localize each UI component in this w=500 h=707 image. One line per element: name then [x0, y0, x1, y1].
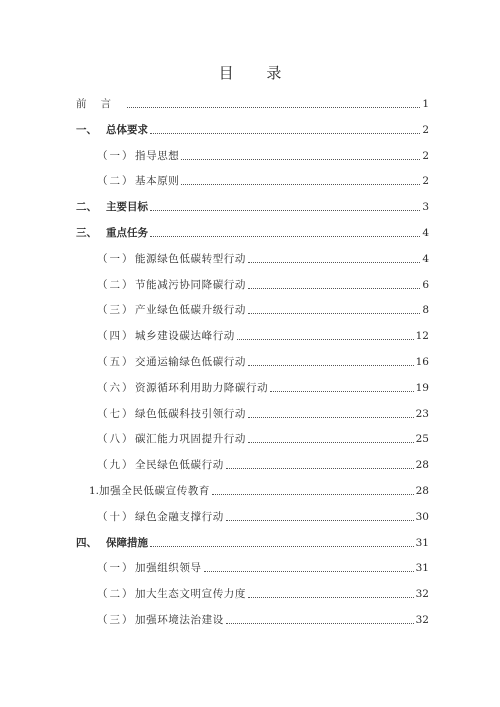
- toc-entry-text: 交通运输绿色低碳行动: [135, 356, 246, 368]
- toc-entry-number: 二、: [76, 201, 97, 214]
- toc-entry[interactable]: [89, 479, 429, 497]
- toc-entry[interactable]: [76, 221, 429, 239]
- toc-page-number: 31: [415, 536, 429, 549]
- toc-entry[interactable]: [97, 144, 429, 162]
- toc-entry-label: [97, 459, 224, 471]
- toc-page-number: 28: [415, 485, 429, 497]
- dot-leader: [204, 570, 414, 572]
- toc-entry-label: [97, 356, 246, 368]
- dot-leader: [248, 261, 420, 263]
- toc-entry-label: [97, 175, 179, 187]
- toc-entry-number: （一）: [97, 149, 135, 162]
- toc-entry[interactable]: [97, 324, 429, 342]
- toc-page-number: 28: [415, 459, 429, 472]
- toc-page-number: 32: [415, 614, 429, 626]
- toc-entry[interactable]: [97, 350, 429, 368]
- toc-entry-text: 前言: [76, 98, 125, 110]
- toc-entry[interactable]: [76, 92, 429, 110]
- toc-entry[interactable]: [76, 531, 429, 549]
- toc-entry-label: [97, 433, 246, 445]
- toc-entry-number: （十）: [97, 510, 135, 523]
- toc-entry-text: 能源绿色低碳转型行动: [135, 252, 246, 265]
- toc-entry-text: 总体要求: [106, 123, 148, 136]
- toc-entry-label: [97, 614, 224, 626]
- toc-entry-label: [97, 562, 202, 574]
- toc-page-number: 2: [422, 149, 429, 162]
- toc-entry-text: 加大生态文明宣传力度: [135, 588, 246, 601]
- toc-page-number: 25: [415, 433, 429, 446]
- toc-entry-text: 加强组织领导: [135, 562, 202, 575]
- toc-entry[interactable]: [97, 453, 429, 471]
- toc-page-number: 2: [422, 123, 429, 136]
- dot-leader: [248, 364, 414, 366]
- toc-entry-label: [97, 330, 235, 342]
- toc-page-number: 3: [422, 201, 429, 214]
- toc-entry-number: （六）: [97, 381, 135, 394]
- toc-entry-number: （二）: [97, 588, 135, 601]
- toc-page-number: 8: [422, 304, 429, 317]
- toc-entry-text: 重点任务: [106, 227, 148, 239]
- dot-leader: [127, 106, 420, 108]
- toc-entry-label: [89, 485, 210, 497]
- toc-entry-number: （一）: [97, 562, 135, 575]
- dot-leader: [248, 287, 420, 289]
- toc-entry-number: 四、: [76, 536, 97, 549]
- toc-page-number: 6: [422, 278, 429, 291]
- dot-leader: [237, 338, 414, 340]
- toc-page-number: 32: [415, 588, 429, 601]
- toc-entry-number: （二）: [97, 175, 135, 188]
- dot-leader: [212, 493, 414, 495]
- dot-leader: [226, 519, 414, 521]
- toc-entry-number: （五）: [97, 356, 135, 368]
- toc-entry-label: [97, 588, 246, 600]
- toc-entry-label: [97, 304, 246, 316]
- toc-entry-number: （七）: [97, 407, 135, 420]
- toc-entry-number: （八）: [97, 433, 135, 446]
- toc-entry-label: [76, 98, 125, 110]
- dot-leader: [248, 441, 414, 443]
- toc-entry-number: （四）: [97, 330, 135, 343]
- toc-entry-label: [97, 150, 179, 162]
- toc-entry-label: [76, 227, 148, 239]
- toc-page-number: 23: [415, 407, 429, 420]
- toc-entry-label: [97, 382, 268, 394]
- toc-entry[interactable]: [97, 402, 429, 420]
- toc-page-number: 16: [415, 356, 429, 368]
- toc-entry-label: [97, 511, 224, 523]
- toc-page-number: 4: [422, 252, 429, 265]
- toc-entry[interactable]: [97, 582, 429, 600]
- toc-entry[interactable]: [97, 376, 429, 394]
- toc-entry[interactable]: [97, 273, 429, 291]
- toc-entry-label: [97, 253, 246, 265]
- dot-leader: [248, 312, 420, 314]
- toc-entry[interactable]: [97, 556, 429, 574]
- toc-page-number: 2: [422, 175, 429, 188]
- toc-entry-text: 加强全民低碳宣传教育: [99, 485, 211, 497]
- toc-entry[interactable]: [97, 608, 429, 626]
- page-title: 目 录: [218, 64, 296, 82]
- toc-entry-number: （二）: [97, 278, 135, 291]
- toc-entry-text: 指导思想: [135, 149, 180, 162]
- toc-entry-text: 主要目标: [106, 201, 148, 214]
- dot-leader: [150, 132, 420, 134]
- toc-entry-text: 产业绿色低碳升级行动: [135, 304, 246, 317]
- dot-leader: [181, 158, 420, 160]
- toc-entry-number: （三）: [97, 304, 135, 317]
- toc-entry-text: 碳汇能力巩固提升行动: [135, 433, 246, 446]
- toc-entry[interactable]: [97, 427, 429, 445]
- toc-entry[interactable]: [76, 195, 429, 213]
- dot-leader: [150, 235, 420, 237]
- dot-leader: [270, 390, 413, 392]
- toc-entry[interactable]: [76, 118, 429, 136]
- toc-entry-number: 一、: [76, 123, 97, 136]
- dot-leader: [226, 467, 414, 469]
- dot-leader: [248, 596, 414, 598]
- dot-leader: [150, 545, 414, 547]
- toc-entry-text: 资源循环利用助力降碳行动: [135, 381, 269, 394]
- toc-entry-text: 基本原则: [135, 175, 180, 188]
- toc-entry[interactable]: [97, 247, 429, 265]
- toc-page-number: 30: [415, 510, 429, 523]
- toc-entry-text: 绿色金融支撑行动: [135, 510, 224, 523]
- toc-entry-text: 全民绿色低碳行动: [135, 459, 224, 472]
- toc-entry[interactable]: [97, 169, 429, 187]
- toc-entry-label: [76, 537, 148, 549]
- toc-page-number: 31: [415, 562, 429, 575]
- toc-entry[interactable]: [97, 298, 429, 316]
- toc-entry-label: [76, 124, 148, 136]
- toc-entry-number: （一）: [97, 252, 135, 265]
- dot-leader: [181, 183, 420, 185]
- toc-entry-number: （九）: [97, 459, 135, 472]
- dot-leader: [150, 209, 420, 211]
- toc-entry-text: 绿色低碳科技引领行动: [135, 407, 246, 420]
- dot-leader: [226, 622, 414, 624]
- toc-entry-label: [76, 201, 148, 213]
- toc-entry-text: 节能减污协同降碳行动: [135, 278, 246, 291]
- toc-page-number: 12: [415, 330, 429, 343]
- toc-page-number: 19: [415, 381, 429, 394]
- toc-entry-label: [97, 408, 246, 420]
- toc-entry-number: （三）: [97, 614, 135, 626]
- toc-entry-text: 城乡建设碳达峰行动: [135, 330, 235, 343]
- toc-page-number: 4: [422, 227, 429, 239]
- toc-entry-number: 三、: [76, 227, 97, 239]
- toc-entry-text: 加强环境法治建设: [135, 614, 224, 626]
- toc-entry[interactable]: [97, 505, 429, 523]
- toc-page-number: 1: [422, 98, 429, 110]
- dot-leader: [248, 416, 414, 418]
- toc-entry-text: 保障措施: [106, 536, 148, 549]
- toc-entry-number: 1.: [89, 485, 100, 497]
- toc-entry-label: [97, 279, 246, 291]
